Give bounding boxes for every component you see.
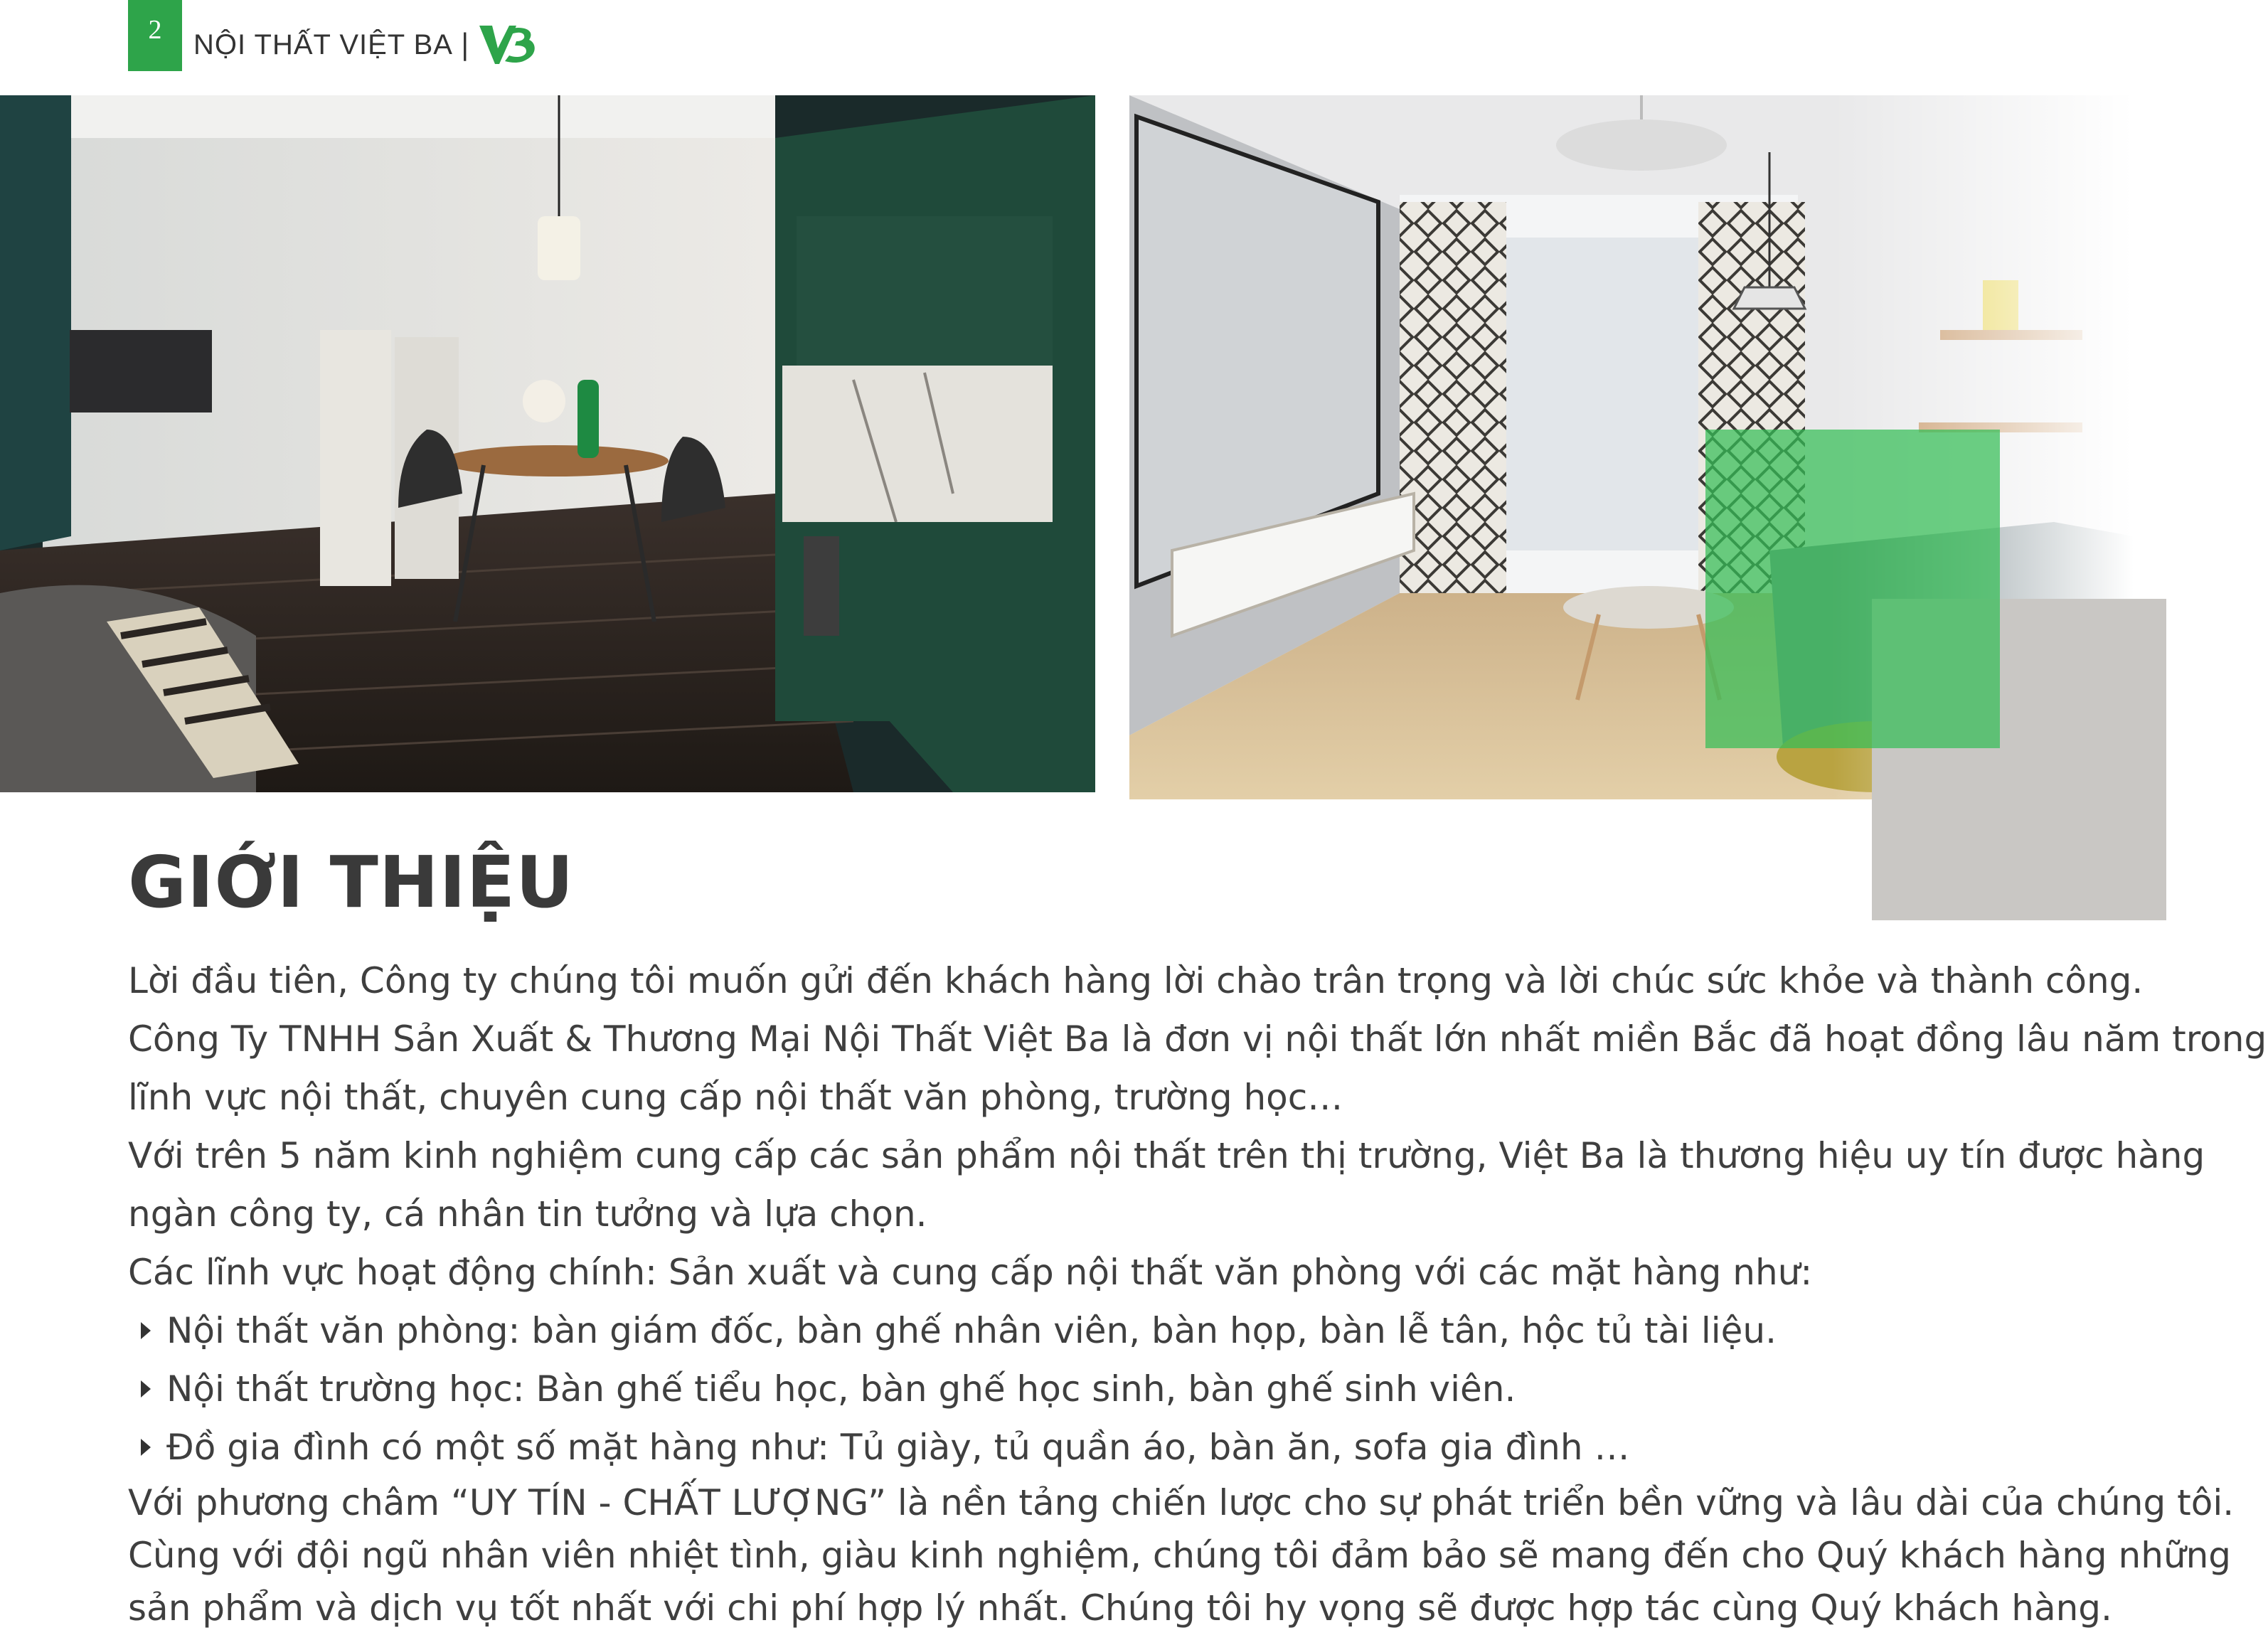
vb-logo — [477, 20, 541, 70]
intro-body — [128, 952, 2267, 1634]
bullet-text: Nội thất văn phòng: bàn giám đốc, bàn ghế nhân viên, bàn họp, bàn lễ tân, hộc tủ tài liệu. — [166, 1310, 1777, 1351]
section-title: GIỚI THIỆU — [128, 841, 575, 924]
list-item — [128, 1360, 2176, 1418]
list-item — [128, 1418, 2176, 1476]
bullet-arrow-icon — [141, 1322, 151, 1339]
kitchen-dining-photo — [0, 95, 1095, 792]
page-number-badge — [128, 0, 182, 71]
bullet-arrow-icon — [141, 1380, 151, 1398]
brand-name: NỘI THẤT VIỆT BA — [193, 28, 453, 60]
paragraph-fields: Các lĩnh vực hoạt động chính: Sản xuất và cung cấp nội thất văn phòng với các mặt hàng như: — [128, 1252, 1813, 1293]
page-number: 2 — [148, 15, 162, 45]
decorative-green-block — [1705, 430, 2000, 748]
paragraph-experience-line1: Với trên 5 năm kinh nghiệm cung cấp các sản phẩm nội thất trên thị trường, Việt Ba là thương hiệu uy tín được hàng — [128, 1135, 2205, 1176]
closing-line2: Cùng với đội ngũ nhân viên nhiệt tình, giàu kinh nghiệm, chúng tôi đảm bảo sẽ mang đến cho Quý khách hàng những — [128, 1535, 2232, 1576]
closing-line1: Với phương châm “UY TÍN - CHẤT LƯỢNG” là nền tảng chiến lược cho sự phát triển bền vững và lâu dài của chúng tôi. — [128, 1482, 2235, 1523]
brand-header — [193, 20, 541, 70]
paragraph-company-line2: lĩnh vực nội thất, chuyên cung cấp nội thất văn phòng, trường học… — [128, 1077, 1343, 1118]
bullet-text: Đồ gia đình có một số mặt hàng như: Tủ giày, tủ quần áo, bàn ăn, sofa gia đình … — [166, 1427, 1630, 1468]
closing-line3: sản phẩm và dịch vụ tốt nhất với chi phí hợp lý nhất. Chúng tôi hy vọng sẽ được hợp tác cùng Quý khách hàng. — [128, 1587, 2112, 1629]
list-item — [128, 1301, 2176, 1360]
brand-separator: | — [459, 28, 470, 61]
bullet-arrow-icon — [141, 1439, 151, 1456]
bullet-text: Nội thất trường học: Bàn ghế tiểu học, bàn ghế học sinh, bàn ghế sinh viên. — [166, 1368, 1516, 1410]
paragraph-company-line1: Công Ty TNHH Sản Xuất & Thương Mại Nội Thất Việt Ba là đơn vị nội thất lớn nhất miền Bắc đã hoạt đồng lâu năm trong — [128, 1018, 2267, 1060]
paragraph-greeting: Lời đầu tiên, Công ty chúng tôi muốn gửi đến khách hàng lời chào trân trọng và lời chúc sức khỏe và thành công. — [128, 960, 2144, 1001]
paragraph-experience-line2: ngàn công ty, cá nhân tin tưởng và lựa chọn. — [128, 1193, 927, 1235]
